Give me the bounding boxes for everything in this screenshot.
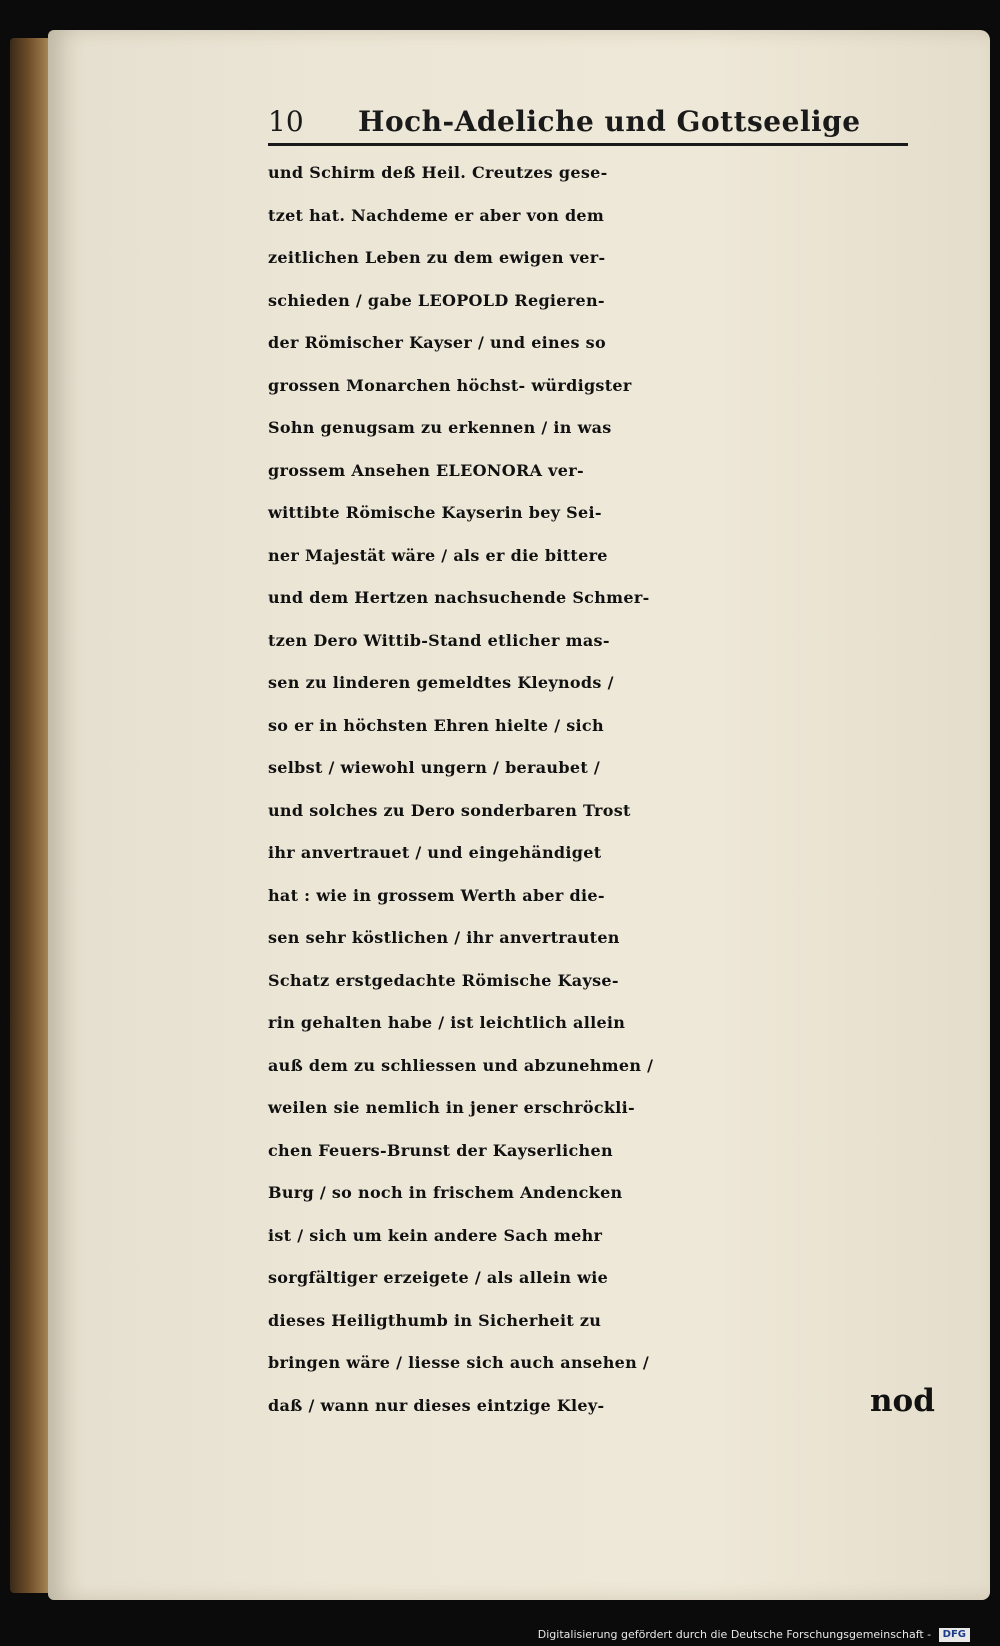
text-line: selbst / wiewohl ungern / beraubet / bbox=[268, 758, 601, 777]
catchword: nod bbox=[870, 1383, 935, 1419]
text-line: Burg / so noch in frischem Andencken bbox=[268, 1183, 623, 1202]
text-line: ist / sich um kein andere Sach mehr bbox=[268, 1225, 603, 1245]
text-line: sorgfältiger erzeigete / als allein wie bbox=[268, 1268, 609, 1287]
text-line: grossen Monarchen höchst- würdigster bbox=[268, 375, 632, 395]
dfg-logo: DFG bbox=[939, 1628, 970, 1642]
text-line: hat : wie in grossem Werth aber die- bbox=[268, 885, 605, 905]
footer-text: Digitalisierung gefördert durch die Deutsche Forschungsgemeinschaft - bbox=[537, 1628, 932, 1641]
text-line: sen sehr köstlichen / ihr anvertrauten bbox=[268, 928, 620, 947]
text-line: auß dem zu schliessen und abzunehmen / bbox=[268, 1055, 654, 1075]
text-line: Schatz erstgedachte Römische Kayse- bbox=[268, 970, 619, 990]
text-line: ner Majestät wäre / als er die bittere bbox=[268, 545, 608, 565]
text-line: wittibte Römische Kayserin bey Sei- bbox=[268, 503, 602, 522]
text-line: weilen sie nemlich in jener erschröckli- bbox=[268, 1098, 635, 1117]
text-line: grossem Ansehen ELEONORA ver- bbox=[268, 460, 584, 480]
text-line: bringen wäre / liesse sich auch ansehen / bbox=[268, 1353, 650, 1372]
text-line: Sohn genugsam zu erkennen / in was bbox=[268, 418, 612, 437]
header-rule bbox=[268, 143, 908, 146]
text-line: der Römischer Kayser / und eines so bbox=[268, 333, 606, 352]
digitization-footer bbox=[538, 1626, 970, 1644]
text-line: ihr anvertrauet / und eingehändiget bbox=[268, 843, 602, 862]
text-line: und dem Hertzen nachsuchende Schmer- bbox=[268, 588, 650, 607]
page-number: 10 bbox=[268, 105, 304, 138]
text-line: und Schirm deß Heil. Creutzes gese- bbox=[268, 163, 608, 182]
text-line: rin gehalten habe / ist leichtlich allein bbox=[268, 1013, 626, 1032]
text-line: schieden / gabe LEOPOLD Regieren- bbox=[268, 290, 605, 310]
running-head-title: Hoch-Adeliche und Gottseelige bbox=[358, 105, 861, 138]
text-line: daß / wann nur dieses eintzige Kley- bbox=[268, 1395, 605, 1415]
text-line: so er in höchsten Ehren hielte / sich bbox=[268, 715, 604, 735]
text-line: und solches zu Dero sonderbaren Trost bbox=[268, 800, 631, 820]
text-line: tzet hat. Nachdeme er aber von dem bbox=[268, 205, 605, 225]
text-line: chen Feuers-Brunst der Kayserlichen bbox=[268, 1140, 613, 1160]
text-line: dieses Heiligthumb in Sicherheit zu bbox=[268, 1310, 602, 1330]
body-text bbox=[268, 152, 928, 1427]
text-line: tzen Dero Wittib-Stand etlicher mas- bbox=[268, 630, 610, 650]
running-head bbox=[268, 102, 898, 146]
text-line: sen zu linderen gemeldtes Kleynods / bbox=[268, 673, 614, 692]
text-line: zeitlichen Leben zu dem ewigen ver- bbox=[268, 248, 606, 267]
